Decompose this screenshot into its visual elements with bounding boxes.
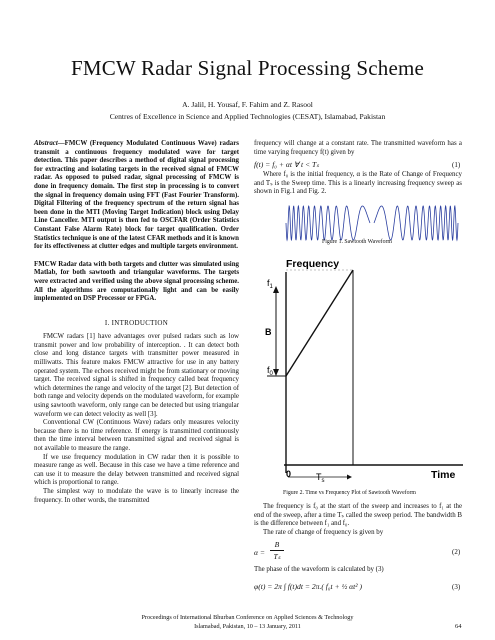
waveform-left (286, 206, 370, 240)
footer-conference: Proceedings of International Bhurban Conference on Applied Sciences & Technology (141, 614, 354, 621)
right-lower-text (254, 503, 462, 537)
bandwidth-label: B (265, 327, 272, 337)
intro-paragraph-4: The simplest way to modulate the wave is to linearly increase the frequency. In other words, the transmitted (34, 487, 239, 504)
right-paragraph-5: The phase of the waveform is calculated by (3) (254, 566, 384, 573)
right-paragraph-1: frequency will change at a constant rate. The transmitted waveform has a time varying frequency f(t) given by (254, 140, 462, 156)
chirp-trace (374, 206, 458, 240)
abstract-text: FMCW (Frequency Modulated Continuous Wave) radars transmit a continuous frequency modulated wave for target detection. This paper describes a method of digital signal processing for extracting and isolating targets in the received signal of FMCW radar. As opposed to pulsed radar, signal processing of FMCW is done in frequency domain. The first step in processing is to convert the signal in frequency domain using FFT (Fast Fourier Transform). Digital Filtering of the frequency spectrum of the return signal has been done in the MTI (Moving Target Indication) block using Delay Line Canceller. MTI output is then fed to OSCFAR (Order Statistics Constant False Alarm Rate) block for target qualification. Order Statistics technique is one of the latest CFAR methods and it is known for its effectiveness at clutter edges and multiple targets environment. (34, 140, 239, 251)
right-paragraph-2: Where f₀ is the initial frequency, α is the Rate of Change of Frequency and Tₛ is the Sweep time. This is a linearly increasing frequency sweep as shown in Fig.1 and Fig. 2. (254, 171, 462, 196)
frequency-sweep-line (286, 270, 353, 376)
bandwidth-arrow-head-top (273, 286, 279, 293)
abstract-paragraph-2: FMCW Radar data with both targets and clutter was simulated using Matlab, for both sawtooth and triangular waveforms. The targets were extracted and verified using the above signal processing scheme. All the algorithms are computationally light and can be easily implemented on DSP Processor or FPGA. (34, 260, 239, 303)
abstract-lead: Abstract (34, 140, 58, 147)
paper-title: FMCW Radar Signal Processing Scheme (70, 56, 425, 80)
right-paragraph-3: The frequency is f₀ at the start of the sweep and increases to f₁ at the end of the sweep, after a time Tₛ called the sweep period. The bandwidth B is the difference between f₁ and f₀. (254, 503, 462, 528)
equation-2-fraction-bar (270, 550, 284, 551)
abstract-paragraph: Abstract—FMCW (Frequency Modulated Continuous Wave) radars transmit a continuous frequency modulated wave for target detection. This paper describes a method of digital signal processing for extracting and isolating targets in the received signal of FMCW radar. As opposed to pulsed radar, signal processing of FMCW is done in frequency domain. The first step in processing is to convert the signal in frequency domain using FFT (Fast Fourier Transform). Digital Filtering of the frequency spectrum of the return signal has been done in the MTI (Moving Target Indication) block using Delay Line Canceller. MTI output is then fed to OSCFAR (Order Statistics Constant False Alarm Rate) block for target qualification. Order Statistics technique is one of the latest CFAR methods and it is known for its effectiveness at clutter edges and multiple targets environment. (34, 140, 239, 251)
bandwidth-arrow-head-bottom (273, 369, 279, 376)
figure-2-caption: Figure 2. Time vs Frequency Plot of Sawtooth Waveform (283, 490, 416, 496)
figure-1-sawtooth-waveform (282, 203, 462, 243)
intro-paragraph-3: If we use frequency modulation in CW radar then it is possible to measure range as well. Because in this case we have a time reference and can use it to measure the delay between transmitted and received signal which is proportional to range. (34, 453, 239, 487)
intro-paragraph-1: FMCW radars [1] have advantages over pulsed radars such as low transmit power and low probability of interception. . It can detect both close and long distance targets with transmitter power measured in milliwatts. This feature makes FMCW attractive for use in any battery operated system. The echoes received might be from stationary or moving target. The received signal is shifted in frequency called beat frequency which determines the range and velocity of the target [2]. But detection of both range and velocity depends on the modulated waveform, for example using sawtooth waveform, only range can be detected but using triangular waveform we can detect velocity as well [3]. (34, 333, 239, 418)
figure-2-time-frequency-plot (258, 253, 463, 483)
authors: A. Jalil, H. Yousaf, F. Fahim and Z. Rasool (182, 100, 313, 109)
f0-label: $f_0$ (267, 365, 273, 377)
left-column (34, 140, 239, 505)
waveform-right (374, 206, 458, 240)
footer-location: Islamabad, Pakistan, 10 – 13 January, 2011 (194, 623, 301, 630)
equation-2-lhs: α = (254, 548, 266, 557)
f1-label: $f_1$ (267, 278, 273, 290)
page-number: 64 (455, 623, 462, 630)
equation-3: φ(t) = 2π ∫ f(t)dt = 2π.( f₀t + ½ αt² ) (254, 582, 362, 591)
equation-1-number: (1) (452, 161, 461, 169)
sweep-time-label: $T_s$ (316, 472, 325, 483)
y-axis-title: Frequency (286, 258, 340, 270)
equation-2-denominator: Tₛ (273, 552, 281, 561)
right-column-top (254, 140, 462, 157)
chirp-trace (286, 206, 370, 240)
origin-label: 0 (286, 469, 292, 479)
equation-3-number: (3) (452, 583, 461, 591)
equation-2-number: (2) (452, 548, 461, 556)
right-paragraph-4: The rate of change of frequency is given by (263, 528, 384, 536)
affiliation: Centres of Excellence in Science and Applied Technologies (CESAT), Islamabad, Pakistan (109, 112, 386, 121)
section-heading-introduction: I. INTRODUCTION (104, 318, 169, 327)
equation-1: f(t) = f₀ + αt ∀ t < Tₛ (254, 160, 320, 169)
sweep-time-arrow-head (347, 475, 352, 480)
equation-2-numerator: B (274, 540, 280, 549)
figure-1-caption: Figure 1. Sawtooth Waveform (322, 239, 392, 245)
x-axis-title: Time (431, 469, 456, 481)
intro-paragraph-2: Conventional CW (Continuous Wave) radars only measures velocity because there is no time reference. If energy is transmitted continuously then the time interval between transmitted signal and received signal is not available to measure the range. (34, 419, 239, 452)
